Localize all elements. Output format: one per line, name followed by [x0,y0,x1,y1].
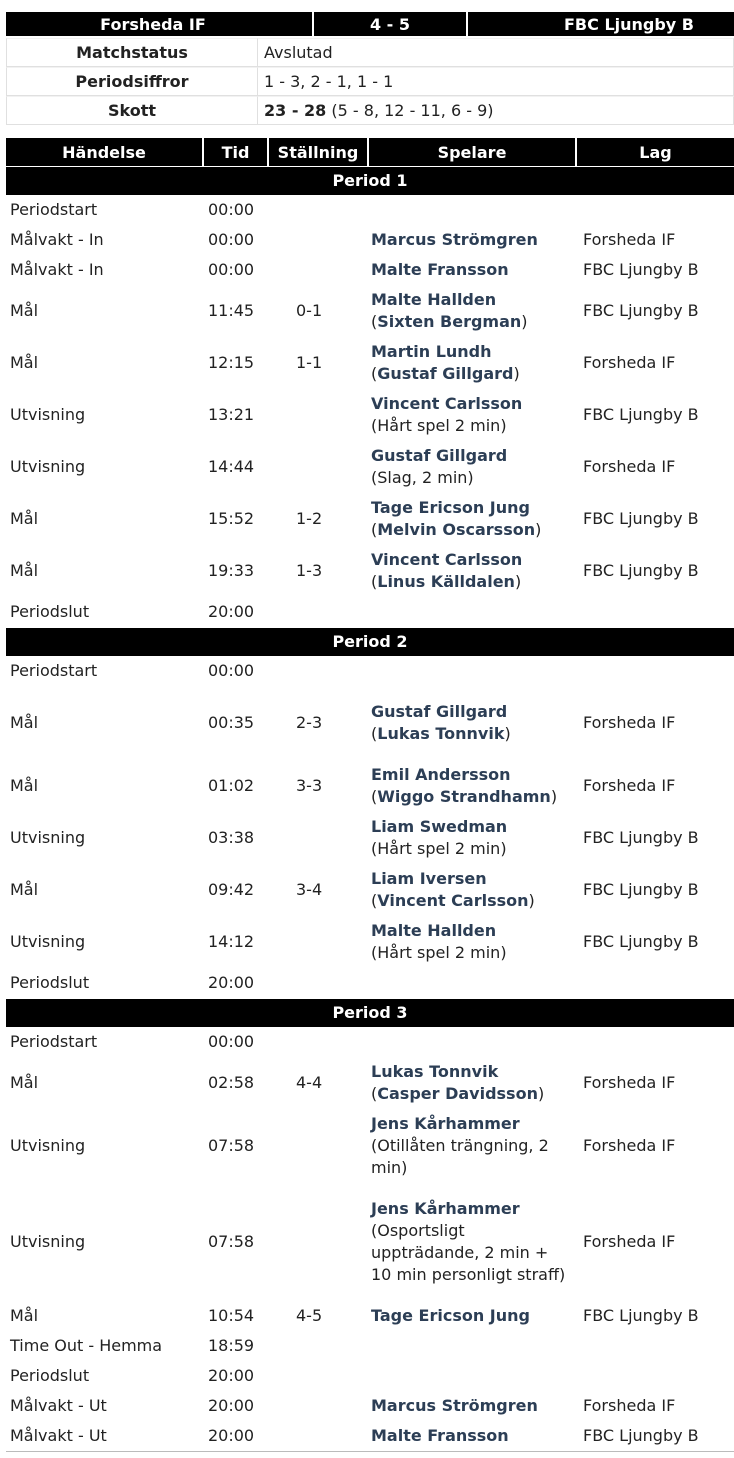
event-time: 20:00 [204,1421,269,1452]
event-team: FBC Ljungby B [583,1306,699,1325]
penalty-detail: (Hårt spel 2 min) [371,416,507,435]
event-row [6,968,734,998]
event-score [269,389,369,441]
assist-player-link[interactable]: Lukas Tonnvik [377,724,505,743]
event-team: Forsheda IF [583,1396,676,1415]
period-title: Period 1 [6,166,734,195]
home-team-name: Forsheda IF [6,12,312,36]
event-team: Forsheda IF [583,713,676,732]
player-link[interactable]: Emil Andersson [371,765,511,784]
event-team: Forsheda IF [583,457,676,476]
event-type: Utvisning [10,1136,86,1155]
event-row [6,1421,734,1452]
event-type: Mål [10,561,39,580]
event-team: FBC Ljungby B [583,828,699,847]
event-player-cell: Tage Ericson Jung (Melvin Oscarsson) [371,498,542,539]
event-type: Mål [10,353,39,372]
event-player-cell [369,1027,577,1057]
player-link[interactable]: Jens Kårhammer [371,1199,520,1218]
player-link[interactable]: Gustaf Gillgard [371,446,508,465]
event-row [6,656,734,686]
event-player-cell [369,1331,577,1361]
event-type: Time Out - Hemma [10,1336,163,1355]
event-team: Forsheda IF [583,353,676,372]
event-type: Mål [10,509,39,528]
event-player-cell [369,1421,577,1452]
player-link[interactable]: Malte Fransson [371,1426,509,1445]
player-link[interactable]: Liam Iversen [371,869,487,888]
match-status-value: Avslutad [257,38,734,67]
match-info-table [6,38,734,125]
assist-player-link[interactable]: Wiggo Strandhamn [377,787,551,806]
assist-player-link[interactable]: Gustaf Gillgard [377,364,514,383]
shots-total: 23 - 28 [264,101,327,120]
event-row [6,1183,734,1301]
penalty-detail: (Otillåten trängning, 2 min) [371,1136,549,1177]
shots-label: Skott [6,96,257,125]
event-row [6,812,734,864]
event-type: Utvisning [10,405,86,424]
event-score: 2-3 [296,713,323,732]
event-player-cell: Vincent Carlsson (Linus Källdalen) [371,550,523,591]
event-type: Periodstart [10,661,98,680]
event-player-cell [369,1361,577,1391]
event-team [577,1361,734,1391]
event-player-cell: Malte Hallden (Sixten Bergman) [371,290,528,331]
away-team-name: FBC Ljungby B [468,12,734,36]
period-title: Period 2 [6,627,734,656]
event-type: Periodstart [10,200,98,219]
shots-detail: (5 - 8, 12 - 11, 6 - 9) [331,101,494,120]
event-time: 00:00 [208,260,255,279]
event-score [269,1361,369,1391]
event-player-cell [369,1109,577,1183]
event-player-cell [369,968,577,998]
penalty-detail: (Hårt spel 2 min) [371,943,507,962]
event-row [6,1109,734,1183]
event-type: Periodslut [10,1366,90,1385]
event-score [269,441,369,493]
player-link[interactable]: Jens Kårhammer [371,1114,520,1133]
player-link[interactable]: Malte Hallden [371,290,497,309]
event-row [6,1057,734,1109]
event-type: Utvisning [10,457,86,476]
event-time: 00:00 [208,1032,255,1051]
event-score [269,195,369,225]
event-team: FBC Ljungby B [583,405,699,424]
event-row [6,337,734,389]
event-score [269,1109,369,1183]
event-score: 0-1 [296,301,323,320]
event-row [6,1391,734,1421]
event-team: FBC Ljungby B [577,1421,734,1452]
column-header-time: Tid [204,138,269,166]
event-time: 01:02 [208,776,255,795]
event-type: Periodslut [10,973,90,992]
event-row [6,255,734,285]
event-type: Målvakt - Ut [10,1396,107,1415]
event-score [269,1331,369,1361]
event-time: 14:44 [208,457,255,476]
event-team: FBC Ljungby B [583,260,699,279]
player-link[interactable]: Tage Ericson Jung [371,498,530,517]
event-player-cell [369,195,577,225]
event-row [6,441,734,493]
column-header-player: Spelare [369,138,577,166]
event-time: 20:00 [208,602,255,621]
player-link[interactable]: Vincent Carlsson [371,550,523,569]
assist-player-link[interactable]: Vincent Carlsson [377,891,529,910]
event-time: 00:00 [208,661,255,680]
event-row [6,1301,734,1331]
event-team: FBC Ljungby B [583,932,699,951]
event-score [269,1183,369,1301]
event-player-cell: Gustaf Gillgard (Lukas Tonnvik) [371,702,511,743]
event-player-cell [369,656,577,686]
event-player-cell [369,441,577,493]
player-link[interactable]: Marcus Strömgren [371,1396,538,1415]
event-type: Utvisning [10,1232,86,1251]
period-title: Period 3 [6,998,734,1027]
player-link[interactable]: Martin Lundh [371,342,492,361]
event-player-cell [369,1301,577,1331]
event-player-cell [369,1183,577,1301]
event-type: Mål [10,301,39,320]
event-type: Mål [10,713,39,732]
event-type: Utvisning [10,828,86,847]
event-score: 1-3 [296,561,323,580]
event-team [577,597,734,627]
event-row [6,760,734,812]
event-time: 20:00 [208,1396,255,1415]
event-row [6,597,734,627]
event-team: FBC Ljungby B [583,301,699,320]
event-team: FBC Ljungby B [583,509,699,528]
event-team [577,195,734,225]
event-type: Mål [10,880,39,899]
period-scores-label: Periodsiffror [6,67,257,96]
penalty-detail: (Osportsligt uppträdande, 2 min + 10 min personligt straff) [371,1221,566,1284]
event-team: Forsheda IF [583,1136,676,1155]
event-score: 3-4 [296,880,323,899]
event-time: 02:58 [208,1073,255,1092]
event-type: Målvakt - In [10,230,104,249]
event-player-cell [369,1391,577,1421]
event-time: 10:54 [208,1306,255,1325]
event-row [6,1027,734,1057]
penalty-detail: (Slag, 2 min) [371,468,474,487]
event-player-cell [369,225,577,255]
event-team: Forsheda IF [583,1073,676,1092]
player-link[interactable]: Tage Ericson Jung [371,1306,530,1325]
event-score: 1-2 [296,509,323,528]
event-type: Utvisning [10,932,86,951]
event-player-cell: Emil Andersson (Wiggo Strandhamn) [371,765,558,806]
period-header-row [6,627,734,656]
event-time: 00:35 [208,713,255,732]
assist-player-link[interactable]: Sixten Bergman [377,312,522,331]
player-link[interactable]: Liam Swedman [371,817,508,836]
event-row [6,285,734,337]
event-player-cell [369,597,577,627]
event-row [6,545,734,597]
player-link[interactable]: Lukas Tonnvik [371,1062,499,1081]
event-row [6,493,734,545]
event-score [269,656,369,686]
event-type: Periodstart [10,1032,98,1051]
event-time: 20:00 [208,1366,255,1385]
event-team: Forsheda IF [583,230,676,249]
player-link[interactable]: Malte Hallden [371,921,497,940]
event-player-cell: Lukas Tonnvik (Casper Davidsson) [371,1062,545,1103]
event-score: 4-5 [296,1306,323,1325]
event-row [6,686,734,760]
event-time: 14:12 [208,932,255,951]
event-time: 07:58 [208,1232,255,1251]
event-row [6,1361,734,1391]
event-team [577,656,734,686]
event-type: Mål [10,1073,39,1092]
event-score [269,968,369,998]
event-time: 15:52 [208,509,255,528]
event-time: 11:45 [208,301,255,320]
event-score [269,1027,369,1057]
event-type: Periodslut [10,602,90,621]
event-player-cell [369,916,577,968]
period-scores-value: 1 - 3, 2 - 1, 1 - 1 [257,67,734,96]
player-link[interactable]: Vincent Carlsson [371,394,523,413]
event-team [577,1331,734,1361]
assist-player-link[interactable]: Casper Davidsson [377,1084,538,1103]
event-score: 1-1 [296,353,323,372]
player-link[interactable]: Gustaf Gillgard [371,702,508,721]
final-score: 4 - 5 [314,12,466,36]
period-header-row [6,998,734,1027]
event-team: FBC Ljungby B [583,561,699,580]
event-team: Forsheda IF [583,1232,676,1251]
event-score [269,225,369,255]
event-player-cell [369,812,577,864]
player-link[interactable]: Marcus Strömgren [371,230,538,249]
event-row [6,195,734,225]
event-score: 3-3 [296,776,323,795]
event-team [577,968,734,998]
assist-player-link[interactable]: Melvin Oscarsson [377,520,536,539]
event-time: 13:21 [208,405,255,424]
event-type: Målvakt - In [10,260,104,279]
event-row [6,389,734,441]
event-player-cell: Liam Iversen (Vincent Carlsson) [371,869,535,910]
event-team: Forsheda IF [583,776,676,795]
event-time: 07:58 [208,1136,255,1155]
event-time: 09:42 [208,880,255,899]
events-table [6,138,734,1452]
event-time: 18:59 [208,1336,255,1355]
assist-player-link[interactable]: Linus Källdalen [377,572,515,591]
event-player-cell: Martin Lundh (Gustaf Gillgard) [371,342,520,383]
event-time: 19:33 [208,561,255,580]
match-status-label: Matchstatus [6,38,257,67]
event-type: Mål [10,1306,39,1325]
event-player-cell [369,389,577,441]
event-score [269,597,369,627]
event-row [6,916,734,968]
event-row [6,225,734,255]
event-score [269,916,369,968]
event-time: 12:15 [208,353,255,372]
event-player-cell [369,255,577,285]
event-time: 00:00 [208,230,255,249]
events-header-row [6,138,734,166]
event-row [6,1331,734,1361]
column-header-team: Lag [577,138,734,166]
event-score: 4-4 [296,1073,323,1092]
player-link[interactable]: Malte Fransson [371,260,509,279]
event-time: 00:00 [208,200,255,219]
column-header-event: Händelse [6,138,204,166]
column-header-score: Ställning [269,138,369,166]
event-row [6,864,734,916]
event-score [269,812,369,864]
match-header [6,12,734,36]
event-team: FBC Ljungby B [583,880,699,899]
event-time: 20:00 [208,973,255,992]
penalty-detail: (Hårt spel 2 min) [371,839,507,858]
event-time: 03:38 [208,828,255,847]
shots-value [257,96,734,125]
event-score [269,255,369,285]
event-type: Målvakt - Ut [6,1421,204,1452]
period-header-row [6,166,734,195]
event-team [577,1027,734,1057]
event-type: Mål [10,776,39,795]
event-score [269,1421,369,1452]
event-score [269,1391,369,1421]
